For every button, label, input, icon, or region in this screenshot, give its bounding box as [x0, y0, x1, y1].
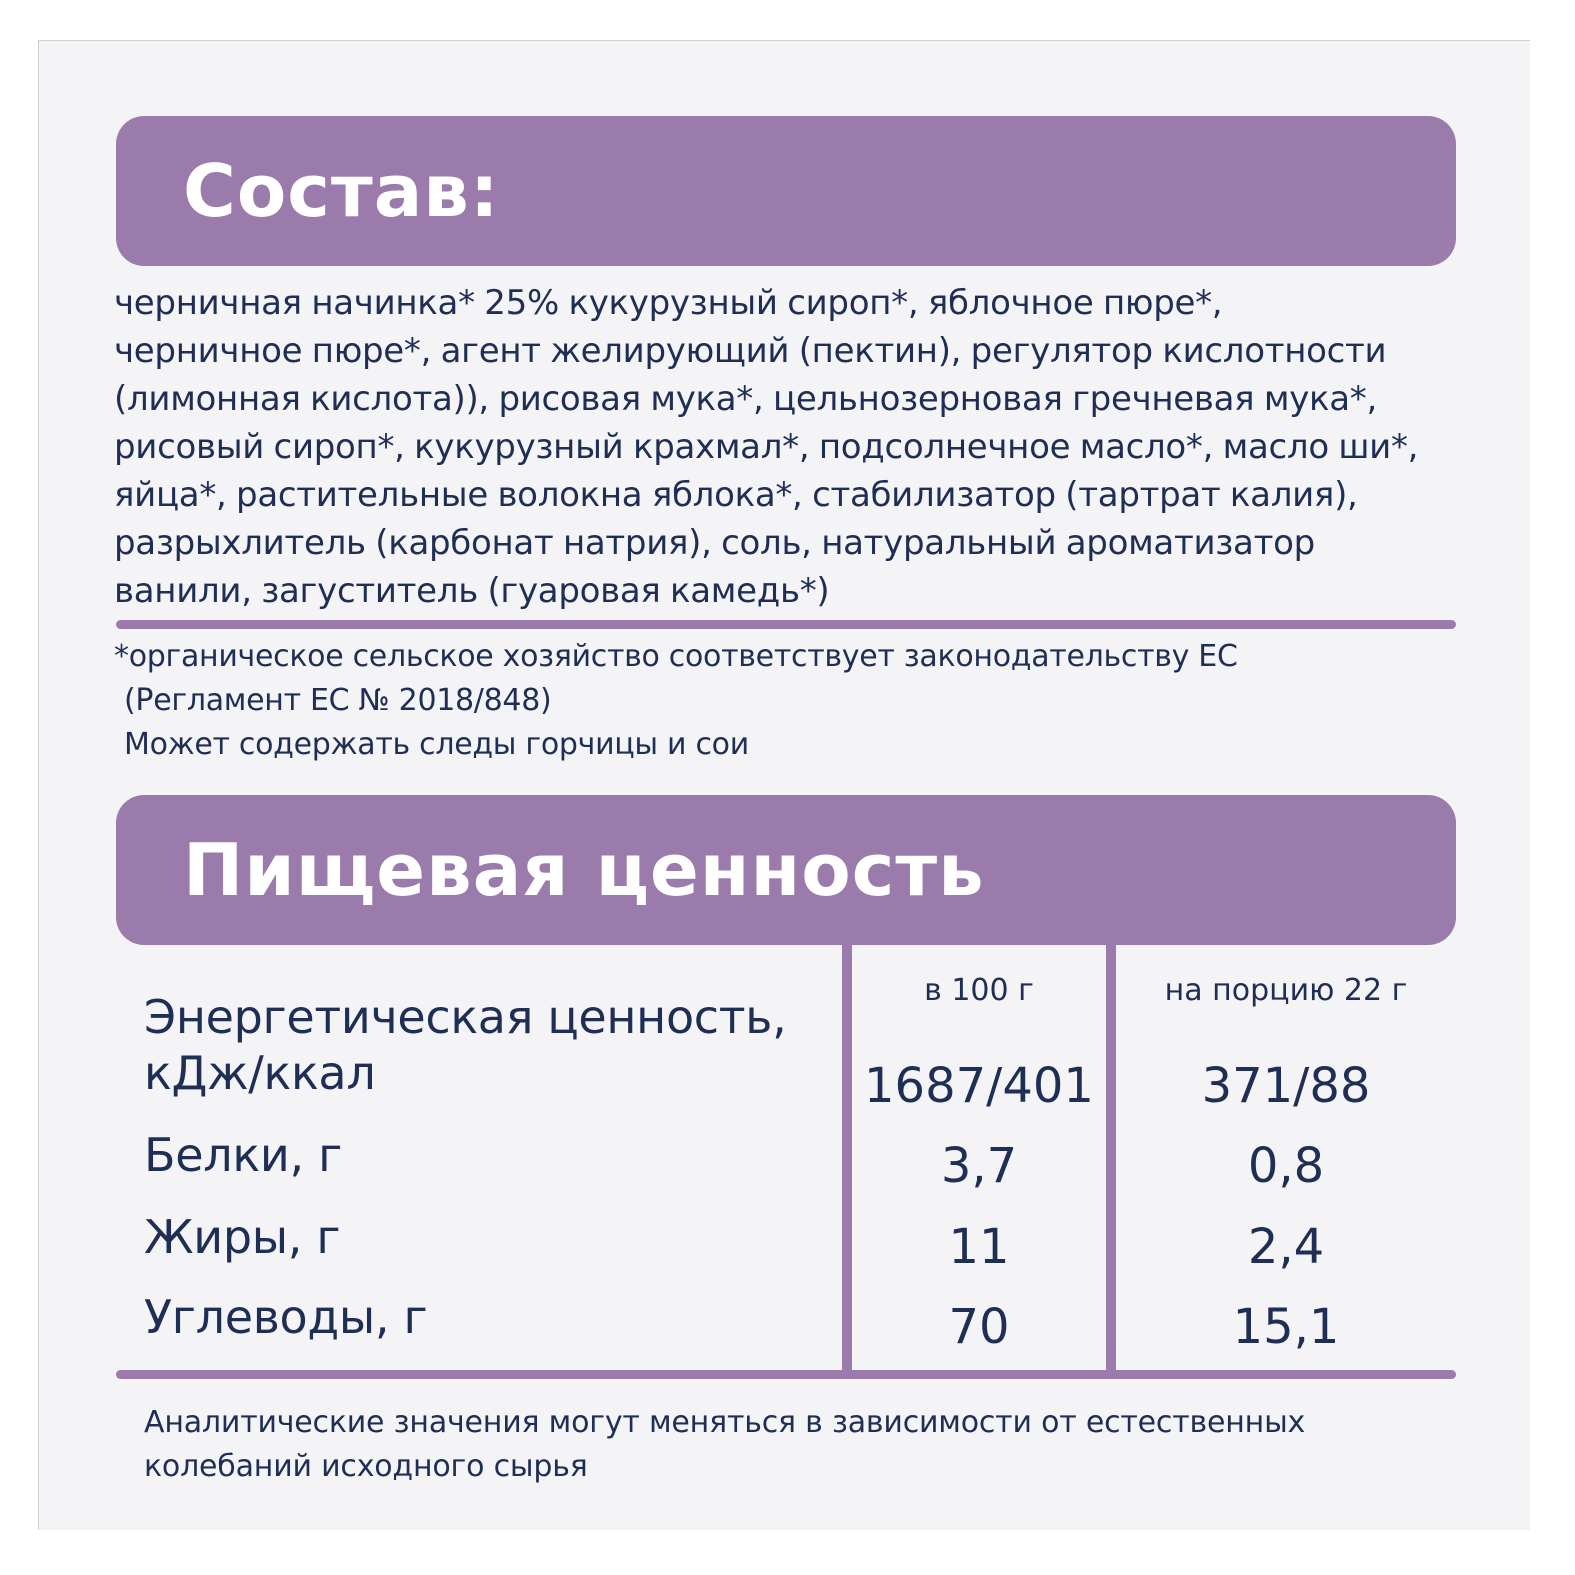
column-separator — [1106, 944, 1116, 1372]
analytical-note — [144, 1401, 1305, 1489]
nutrition-title: Пищевая ценность — [183, 828, 985, 912]
nutrition-divider — [116, 1370, 1456, 1379]
allergen-note: Может содержать следы горчицы и сои — [124, 727, 749, 762]
carbs-per-portion: 15,1 — [1232, 1299, 1340, 1355]
column-header-per-portion: на порцию 22 г — [1164, 973, 1408, 1008]
label-panel — [38, 40, 1530, 1530]
energy-label-line: Энергетическая ценность, — [144, 990, 787, 1044]
ingredients-line: разрыхлитель (карбонат натрия), соль, натуральный ароматизатор — [114, 523, 1315, 563]
nutrition-header — [116, 795, 1456, 945]
fat-per-100g: 11 — [948, 1219, 1010, 1275]
organic-footnote — [114, 635, 1238, 767]
ingredients-line: (лимонная кислота)), рисовая мука*, цельнозерновая гречневая мука*, — [114, 379, 1377, 419]
note-line: колебаний исходного сырья — [144, 1449, 588, 1484]
ingredients-line: черничная начинка* 25% кукурузный сироп*, яблочное пюре*, — [114, 283, 1223, 323]
composition-header — [116, 116, 1456, 266]
ingredients-line: черничное пюре*, агент желирующий (пектин), регулятор кислотности — [114, 331, 1387, 371]
footnote-line: *органическое сельское хозяйство соответствует законодательству ЕС — [114, 639, 1238, 674]
fat-label: Жиры, г — [144, 1210, 341, 1264]
column-separator — [842, 944, 852, 1372]
carbs-per-100g: 70 — [948, 1299, 1010, 1355]
composition-divider — [116, 620, 1456, 629]
carbs-label: Углеводы, г — [144, 1290, 428, 1344]
energy-per-100g: 1687/401 — [864, 1058, 1094, 1114]
ingredients-text — [114, 279, 1474, 615]
protein-label: Белки, г — [144, 1128, 342, 1182]
ingredients-line: ванили, загуститель (гуаровая камедь*) — [114, 571, 830, 611]
footnote-line: (Регламент ЕС № 2018/848) — [124, 683, 552, 718]
protein-per-100g: 3,7 — [940, 1138, 1018, 1194]
note-line: Аналитические значения могут меняться в зависимости от естественных — [144, 1405, 1306, 1440]
ingredients-line: рисовый сироп*, кукурузный крахмал*, подсолнечное масло*, масло ши*, — [114, 427, 1419, 467]
column-header-per-100g: в 100 г — [924, 973, 1034, 1008]
energy-label-line: кДж/ккал — [144, 1046, 376, 1100]
protein-per-portion: 0,8 — [1247, 1138, 1325, 1194]
energy-label — [144, 989, 786, 1101]
composition-title: Состав: — [183, 149, 500, 233]
fat-per-portion: 2,4 — [1247, 1219, 1325, 1275]
ingredients-line: яйца*, растительные волокна яблока*, стабилизатор (тартрат калия), — [114, 475, 1358, 515]
energy-per-portion: 371/88 — [1201, 1058, 1371, 1114]
